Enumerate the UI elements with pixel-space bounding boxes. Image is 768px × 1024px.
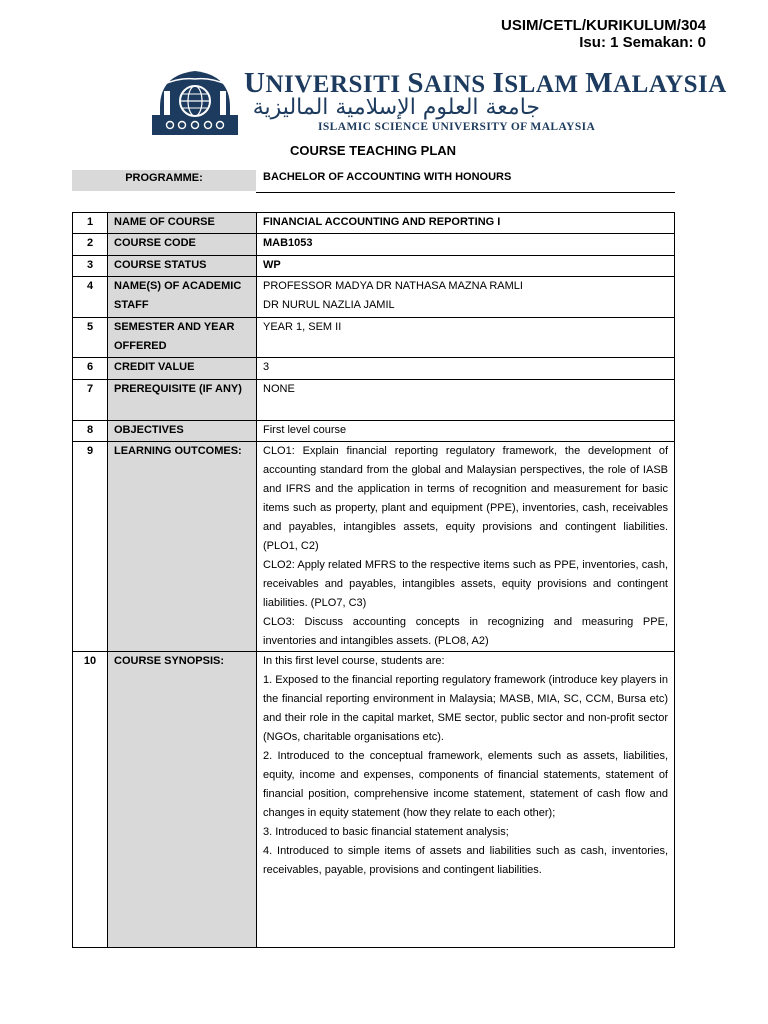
clo-item: CLO3: Discuss accounting concepts in recognizing and measuring PPE, inventories and intangibles assets. (PLO8, A2) bbox=[263, 616, 668, 647]
row-label: NAME OF COURSE bbox=[108, 213, 257, 234]
table-row bbox=[73, 442, 675, 652]
university-logo bbox=[150, 67, 727, 137]
table-row bbox=[73, 318, 675, 358]
row-label: NAME(S) OF ACADEMIC STAFF bbox=[108, 277, 257, 318]
synopsis-item: 4. Introduced to simple items of assets and liabilities such as cash, inventories, receivables, payable, provisions and contingent liabilities. bbox=[263, 845, 668, 876]
document-reference bbox=[501, 17, 706, 51]
course-plan-table bbox=[72, 212, 675, 948]
table-row bbox=[73, 234, 675, 256]
table-row bbox=[73, 277, 675, 318]
row-number: 5 bbox=[73, 318, 108, 358]
course-status-value: WP bbox=[257, 256, 675, 277]
table-row bbox=[73, 380, 675, 421]
document-code: USIM/CETL/KURIKULUM/304 bbox=[500, 17, 706, 34]
programme-label: PROGRAMME: bbox=[72, 170, 256, 191]
course-name-value: FINANCIAL ACCOUNTING AND REPORTING I bbox=[257, 213, 675, 234]
objectives-value: First level course bbox=[257, 421, 675, 442]
row-number: 4 bbox=[73, 277, 108, 318]
programme-underline bbox=[256, 192, 675, 193]
row-number: 1 bbox=[73, 213, 108, 234]
document-issue: Isu: 1 Semakan: 0 bbox=[579, 34, 706, 51]
learning-outcomes-value bbox=[257, 442, 675, 652]
synopsis-intro: In this first level course, students are: bbox=[263, 655, 445, 667]
row-number: 6 bbox=[73, 358, 108, 380]
synopsis-item: 1. Exposed to the financial reporting regulatory framework (introduce key players in the financial reporting environment in Malaysia; MASB, MIA, SC, CCM, Bursa etc) and their role in the capital market, SME sector, public sector and non-profit sector (NGOs, charitable organisations etc). bbox=[263, 674, 668, 743]
university-name-arabic: جامعة العلوم الإسلامية الماليزية bbox=[252, 95, 540, 120]
university-name-english: ISLAMIC SCIENCE UNIVERSITY OF MALAYSIA bbox=[318, 121, 596, 133]
academic-staff-value bbox=[257, 277, 675, 318]
row-label: COURSE SYNOPSIS: bbox=[108, 652, 257, 948]
row-label: COURSE CODE bbox=[108, 234, 257, 256]
row-label: OBJECTIVES bbox=[108, 421, 257, 442]
programme-value: BACHELOR OF ACCOUNTING WITH HONOURS bbox=[263, 171, 512, 183]
row-label: PREREQUISITE (IF ANY) bbox=[108, 380, 257, 421]
row-number: 9 bbox=[73, 442, 108, 652]
synopsis-item: 2. Introduced to the conceptual framework, elements such as assets, liabilities, equity, income and expenses, components of financial statements, statement of financial position, comprehensive income statement, statement of cash flow and changes in equity statement (how they relate to each other); bbox=[263, 750, 668, 819]
credit-value: 3 bbox=[257, 358, 675, 380]
staff-name: PROFESSOR MADYA DR NATHASA MAZNA RAMLI bbox=[263, 280, 523, 292]
semester-value: YEAR 1, SEM II bbox=[257, 318, 675, 358]
clo-item: CLO2: Apply related MFRS to the respective items such as PPE, inventories, cash, receivables and payables, intangibles assets, equity provisions and contingent liabilities. (PLO7, C3) bbox=[263, 559, 668, 609]
course-synopsis-value bbox=[257, 652, 675, 948]
staff-name: DR NURUL NAZLIA JAMIL bbox=[263, 299, 395, 311]
row-label: SEMESTER AND YEAR OFFERED bbox=[108, 318, 257, 358]
table-row bbox=[73, 421, 675, 442]
prerequisite-value: NONE bbox=[257, 380, 675, 421]
clo-item: CLO1: Explain financial reporting regulatory framework, the development of accounting standard from the global and Malaysian perspectives, the role of IASB and IFRS and the application in terms of recognition and measurement for basic items such as property, plant and equipment (PPE), inventories, cash, receivables and payables, intangibles assets, equity provisions and contingent liabilities. (PLO1, C2) bbox=[263, 445, 668, 552]
row-number: 8 bbox=[73, 421, 108, 442]
table-row bbox=[73, 213, 675, 234]
row-number: 3 bbox=[73, 256, 108, 277]
course-code-value: MAB1053 bbox=[257, 234, 675, 256]
synopsis-item: 3. Introduced to basic financial statement analysis; bbox=[263, 826, 509, 838]
table-row bbox=[73, 256, 675, 277]
row-label: CREDIT VALUE bbox=[108, 358, 257, 380]
row-label: LEARNING OUTCOMES: bbox=[108, 442, 257, 652]
row-number: 10 bbox=[73, 652, 108, 948]
row-label: COURSE STATUS bbox=[108, 256, 257, 277]
table-row bbox=[73, 652, 675, 948]
table-row bbox=[73, 358, 675, 380]
university-name: UNIVERSITI SAINS ISLAM MALAYSIA bbox=[244, 67, 727, 99]
university-emblem-icon bbox=[150, 67, 240, 135]
row-number: 2 bbox=[73, 234, 108, 256]
row-number: 7 bbox=[73, 380, 108, 421]
page-title: COURSE TEACHING PLAN bbox=[289, 143, 457, 158]
